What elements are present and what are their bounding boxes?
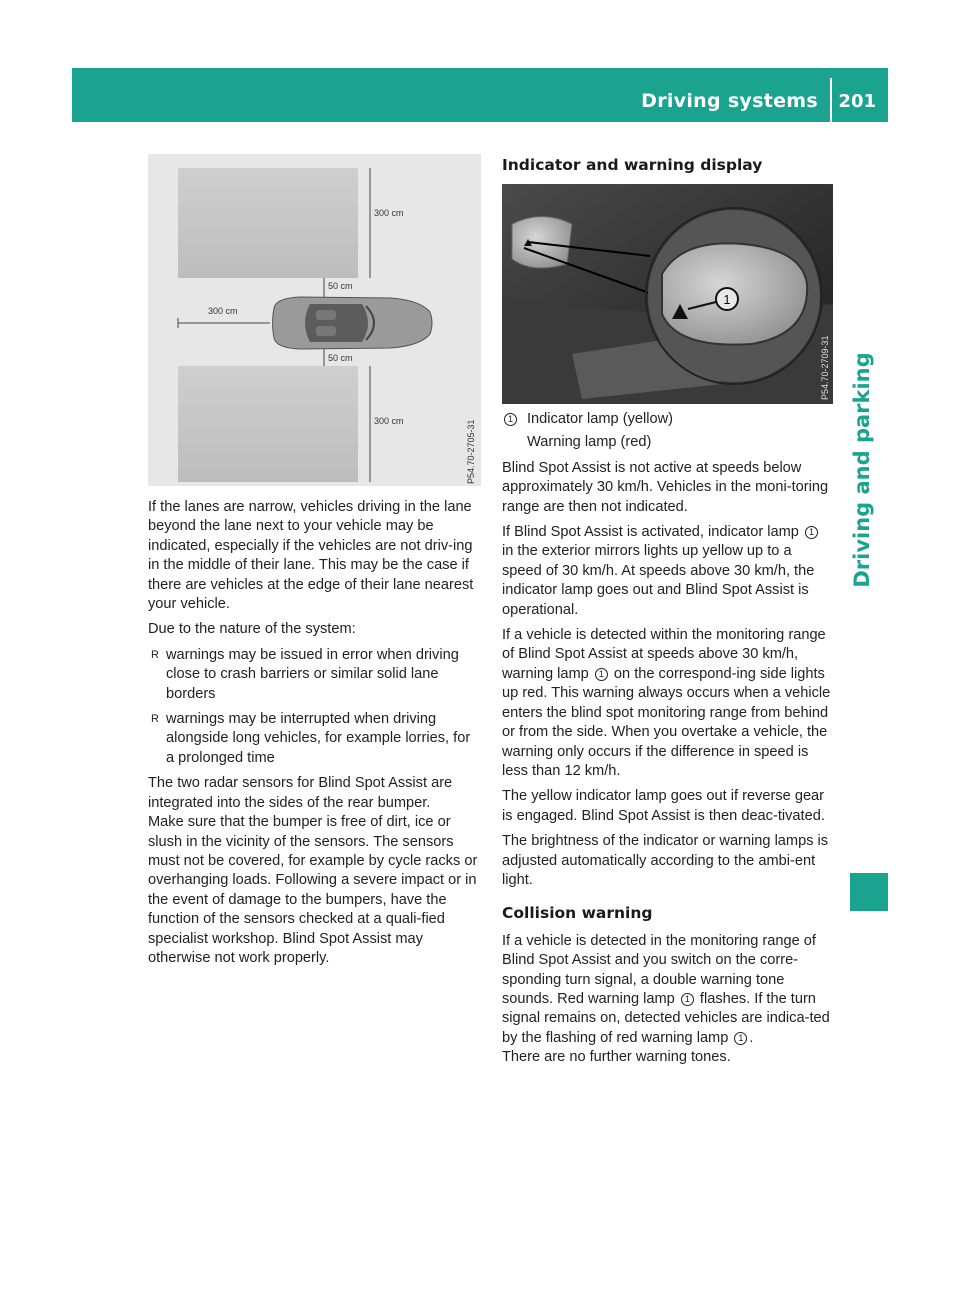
figure-legend	[502, 410, 834, 459]
label-top-distance: 300 cm	[374, 208, 404, 218]
right-text-column	[502, 410, 834, 1074]
header-divider	[830, 78, 832, 122]
figure-code: P54.70-2709-31	[820, 335, 830, 400]
section-heading: Indicator and warning display	[502, 156, 763, 174]
paragraph: Due to the nature of the system:	[148, 621, 356, 638]
section-title: Driving systems	[641, 90, 818, 112]
side-chapter-marker	[850, 873, 888, 911]
callout-1-icon: 1	[595, 668, 608, 681]
page-number: 201	[838, 91, 876, 112]
lane-monitoring-diagram	[148, 154, 481, 486]
paragraph: The yellow indicator lamp goes out if reverse gear is engaged. Blind Spot Assist is then deac-tivated.	[502, 788, 825, 824]
label-bottom-distance: 300 cm	[374, 416, 404, 426]
paragraph: The brightness of the indicator or warning lamps is adjusted automatically according to the ambi-ent light.	[502, 833, 829, 888]
list-item	[148, 646, 482, 704]
left-text-column	[148, 498, 482, 974]
paragraph: Make sure that the bumper is free of dirt, ice or slush in the vicinity of the sensors. The sensors must not be covered, for example by cycle racks or overhanging loads. Following a severe impact or in the event of damage to the bumpers, have the function of the sensors checked at a quali-fied specialist workshop. Blind Spot Assist may otherwise not work properly.	[148, 814, 478, 966]
interior-photo-svg	[502, 184, 833, 404]
mirror-indicator-photo	[502, 184, 833, 404]
label-left-distance: 300 cm	[208, 306, 238, 316]
callout-1-icon: 1	[805, 526, 818, 539]
bottom-monitoring-zone	[178, 366, 358, 482]
callout-1-icon: 1	[681, 993, 694, 1006]
figure-code: P54.70-2705-31	[466, 419, 476, 484]
lane-diagram-svg	[148, 154, 481, 486]
paragraph: If Blind Spot Assist is activated, indicator lamp 1 in the exterior mirrors lights up yellow up to a speed of 30 km/h. At speeds above 30 km/h, the indicator lamp goes out and Blind Spot Assist is operational.	[502, 523, 834, 620]
top-monitoring-zone	[178, 168, 358, 278]
paragraph: If the lanes are narrow, vehicles driving in the lane beyond the lane next to your vehicle may be indicated, especially if the vehicles are not driv-ing in the middle of their lane. This may be the case if there are vehicles at the edge of their lane nearest your vehicle.	[148, 499, 474, 613]
paragraph: Blind Spot Assist is not active at speeds below approximately 30 km/h. Vehicles in the moni-toring range are then not indicated.	[502, 459, 829, 515]
callout-1-icon: 1	[734, 1032, 747, 1045]
list-item-text: warnings may be interrupted when driving alongside long vehicles, for example lorries, for a prolonged time	[166, 711, 471, 766]
paragraph: If a vehicle is detected within the monitoring range of Blind Spot Assist at speeds above 30 km/h, warning lamp 1 on the correspond-ing side lights up red. This warning always occurs when a vehicle enters the blind spot monitoring range from behind or from the side. When you overtake a vehicle, the warning only occurs if the difference in speed is less than 12 km/h.	[502, 627, 831, 779]
bullet-mark: R	[151, 713, 159, 726]
side-chapter-tab	[842, 300, 882, 640]
page-header	[72, 68, 888, 122]
side-chapter-label: Driving and parking	[850, 352, 874, 588]
paragraph: There are no further warning tones.	[502, 1049, 731, 1066]
bullet-mark: R	[151, 648, 159, 661]
legend-line: Warning lamp (red)	[527, 434, 652, 451]
callout-1-icon: 1	[504, 413, 517, 426]
legend-line: Indicator lamp (yellow)	[527, 411, 673, 427]
section-heading: Collision warning	[502, 904, 653, 923]
paragraph: If a vehicle is detected in the monitoring range of Blind Spot Assist and you switch on the corre-sponding turn signal, a double warning tone sounds. Red warning lamp 1 flashes. If the turn signal remains on, detected vehicles are indica-ted by the flashing of red warning lamp 1 .	[502, 932, 830, 1046]
label-gap-top: 50 cm	[328, 281, 353, 291]
paragraph: The two radar sensors for Blind Spot Assist are integrated into the sides of the rear bumper.	[148, 775, 453, 811]
car-top-view	[273, 297, 433, 349]
list-item-text: warnings may be issued in error when driving close to crash barriers or similar solid lane borders	[166, 646, 459, 702]
list-item	[148, 710, 482, 768]
callout-number: 1	[723, 292, 731, 307]
label-gap-bottom: 50 cm	[328, 353, 353, 363]
